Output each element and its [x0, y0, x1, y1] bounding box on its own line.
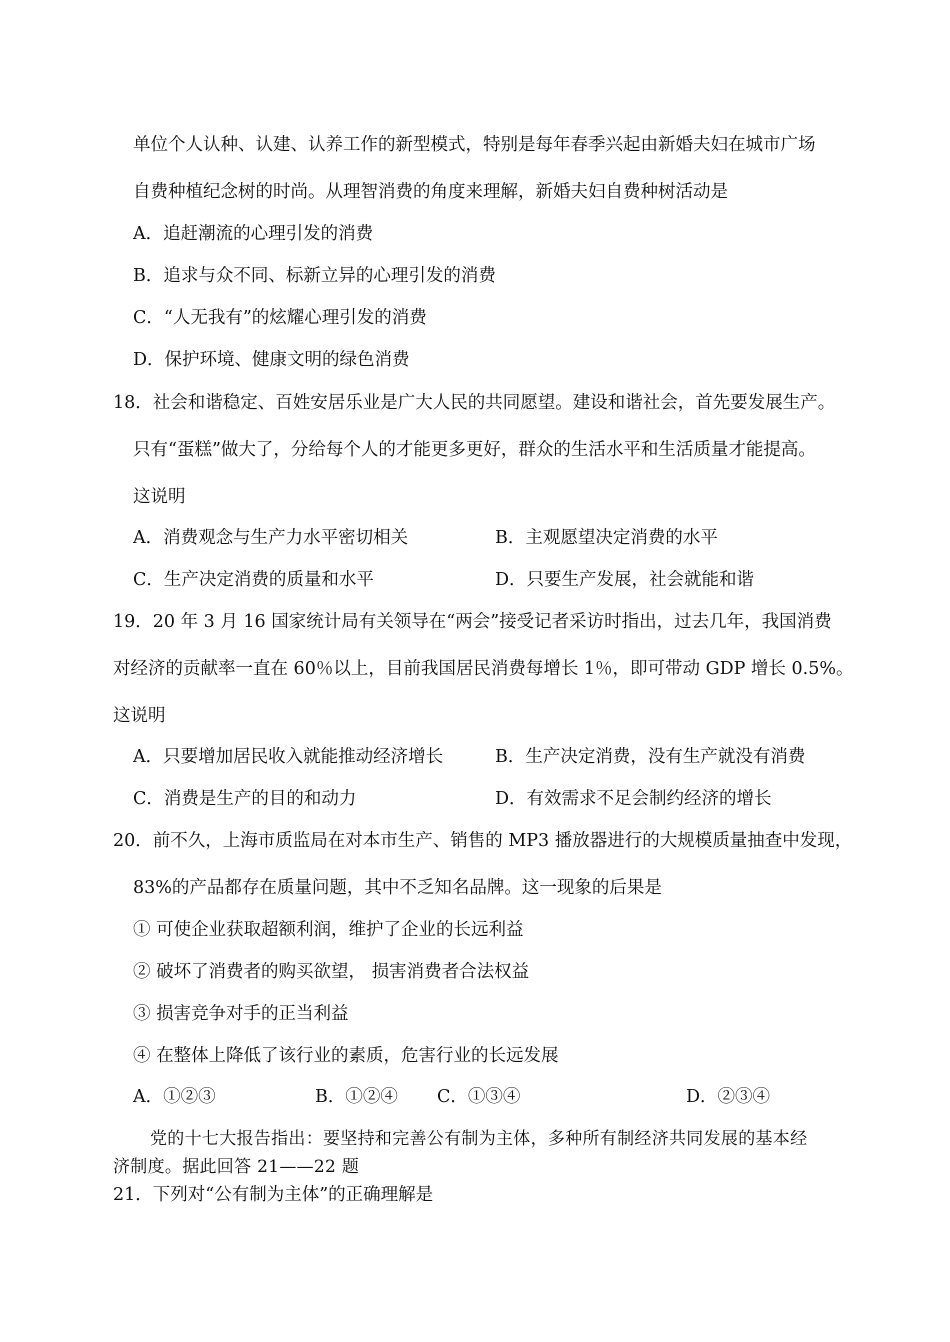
q18-option-a: A．消费观念与生产力水平密切相关 — [133, 528, 409, 548]
q18-stem-line-2: 只有“蛋糕”做大了，分给每个人的才能更多更好，群众的生活水平和生活质量才能提高。 — [133, 440, 816, 460]
q21-stem-line-1: 21．下列对“公有制为主体”的正确理解是 — [113, 1185, 434, 1205]
q20-item-4: ④ 在整体上降低了该行业的素质，危害行业的长远发展 — [133, 1046, 559, 1066]
q18-option-c: C．生产决定消费的质量和水平 — [133, 570, 374, 590]
q19-option-a: A．只要增加居民收入就能推动经济增长 — [133, 747, 444, 767]
q20-stem-line-1: 20．前不久，上海市质监局在对本市生产、销售的 MP3 播放器进行的大规模质量抽查中发现， — [113, 831, 853, 851]
q19-option-d: D．有效需求不足会制约经济的增长 — [495, 789, 772, 809]
q18-stem-line-1: 18．社会和谐稳定、百姓安居乐业是广大人民的共同愿望。建设和谐社会，首先要发展生产。 — [113, 393, 836, 413]
q19-option-b: B．生产决定消费，没有生产就没有消费 — [495, 747, 806, 767]
q17-stem-line-2: 自费种植纪念树的时尚。从理智消费的角度来理解，新婚夫妇自费种树活动是 — [133, 182, 728, 202]
q20-option-c: C．①③④ — [437, 1087, 521, 1107]
q18-stem-line-3: 这说明 — [133, 487, 186, 507]
q20-option-a: A．①②③ — [133, 1087, 216, 1107]
passage-line-1: 党的十七大报告指出：要坚持和完善公有制为主体，多种所有制经济共同发展的基本经 — [150, 1129, 808, 1149]
q19-stem-line-3: 这说明 — [113, 706, 166, 726]
q19-option-c: C．消费是生产的目的和动力 — [133, 789, 357, 809]
q17-option-a: A．追赶潮流的心理引发的消费 — [133, 224, 374, 244]
q17-option-c: C．“人无我有”的炫耀心理引发的消费 — [133, 308, 427, 328]
passage-line-2: 济制度。据此回答 21——22 题 — [113, 1157, 360, 1177]
q17-stem-line-1: 单位个人认种、认建、认养工作的新型模式，特别是每年春季兴起由新婚夫妇在城市广场 — [133, 135, 816, 155]
q20-item-2: ② 破坏了消费者的购买欲望， 损害消费者合法权益 — [133, 962, 530, 982]
q18-option-b: B．主观愿望决定消费的水平 — [495, 528, 718, 548]
q19-stem-line-2: 对经济的贡献率一直在 60％以上，目前我国居民消费每增长 1％，即可带动 GDP 增长 0.5%。 — [113, 659, 854, 679]
q20-option-d: D．②③④ — [686, 1087, 771, 1107]
q18-option-d: D．只要生产发展，社会就能和谐 — [495, 570, 755, 590]
q20-item-1: ① 可使企业获取超额利润，维护了企业的长远利益 — [133, 920, 524, 940]
q17-option-b: B．追求与众不同、标新立异的心理引发的消费 — [133, 266, 496, 286]
q20-stem-line-2: 83%的产品都存在质量问题，其中不乏知名品牌。这一现象的后果是 — [133, 878, 662, 898]
q20-option-b: B．①②④ — [315, 1087, 398, 1107]
q19-stem-line-1: 19．20 年 3 月 16 国家统计局有关领导在“两会”接受记者采访时指出，过去几年，我国消费 — [113, 612, 832, 632]
q17-option-d: D．保护环境、健康文明的绿色消费 — [133, 350, 410, 370]
q20-item-3: ③ 损害竞争对手的正当利益 — [133, 1004, 349, 1024]
